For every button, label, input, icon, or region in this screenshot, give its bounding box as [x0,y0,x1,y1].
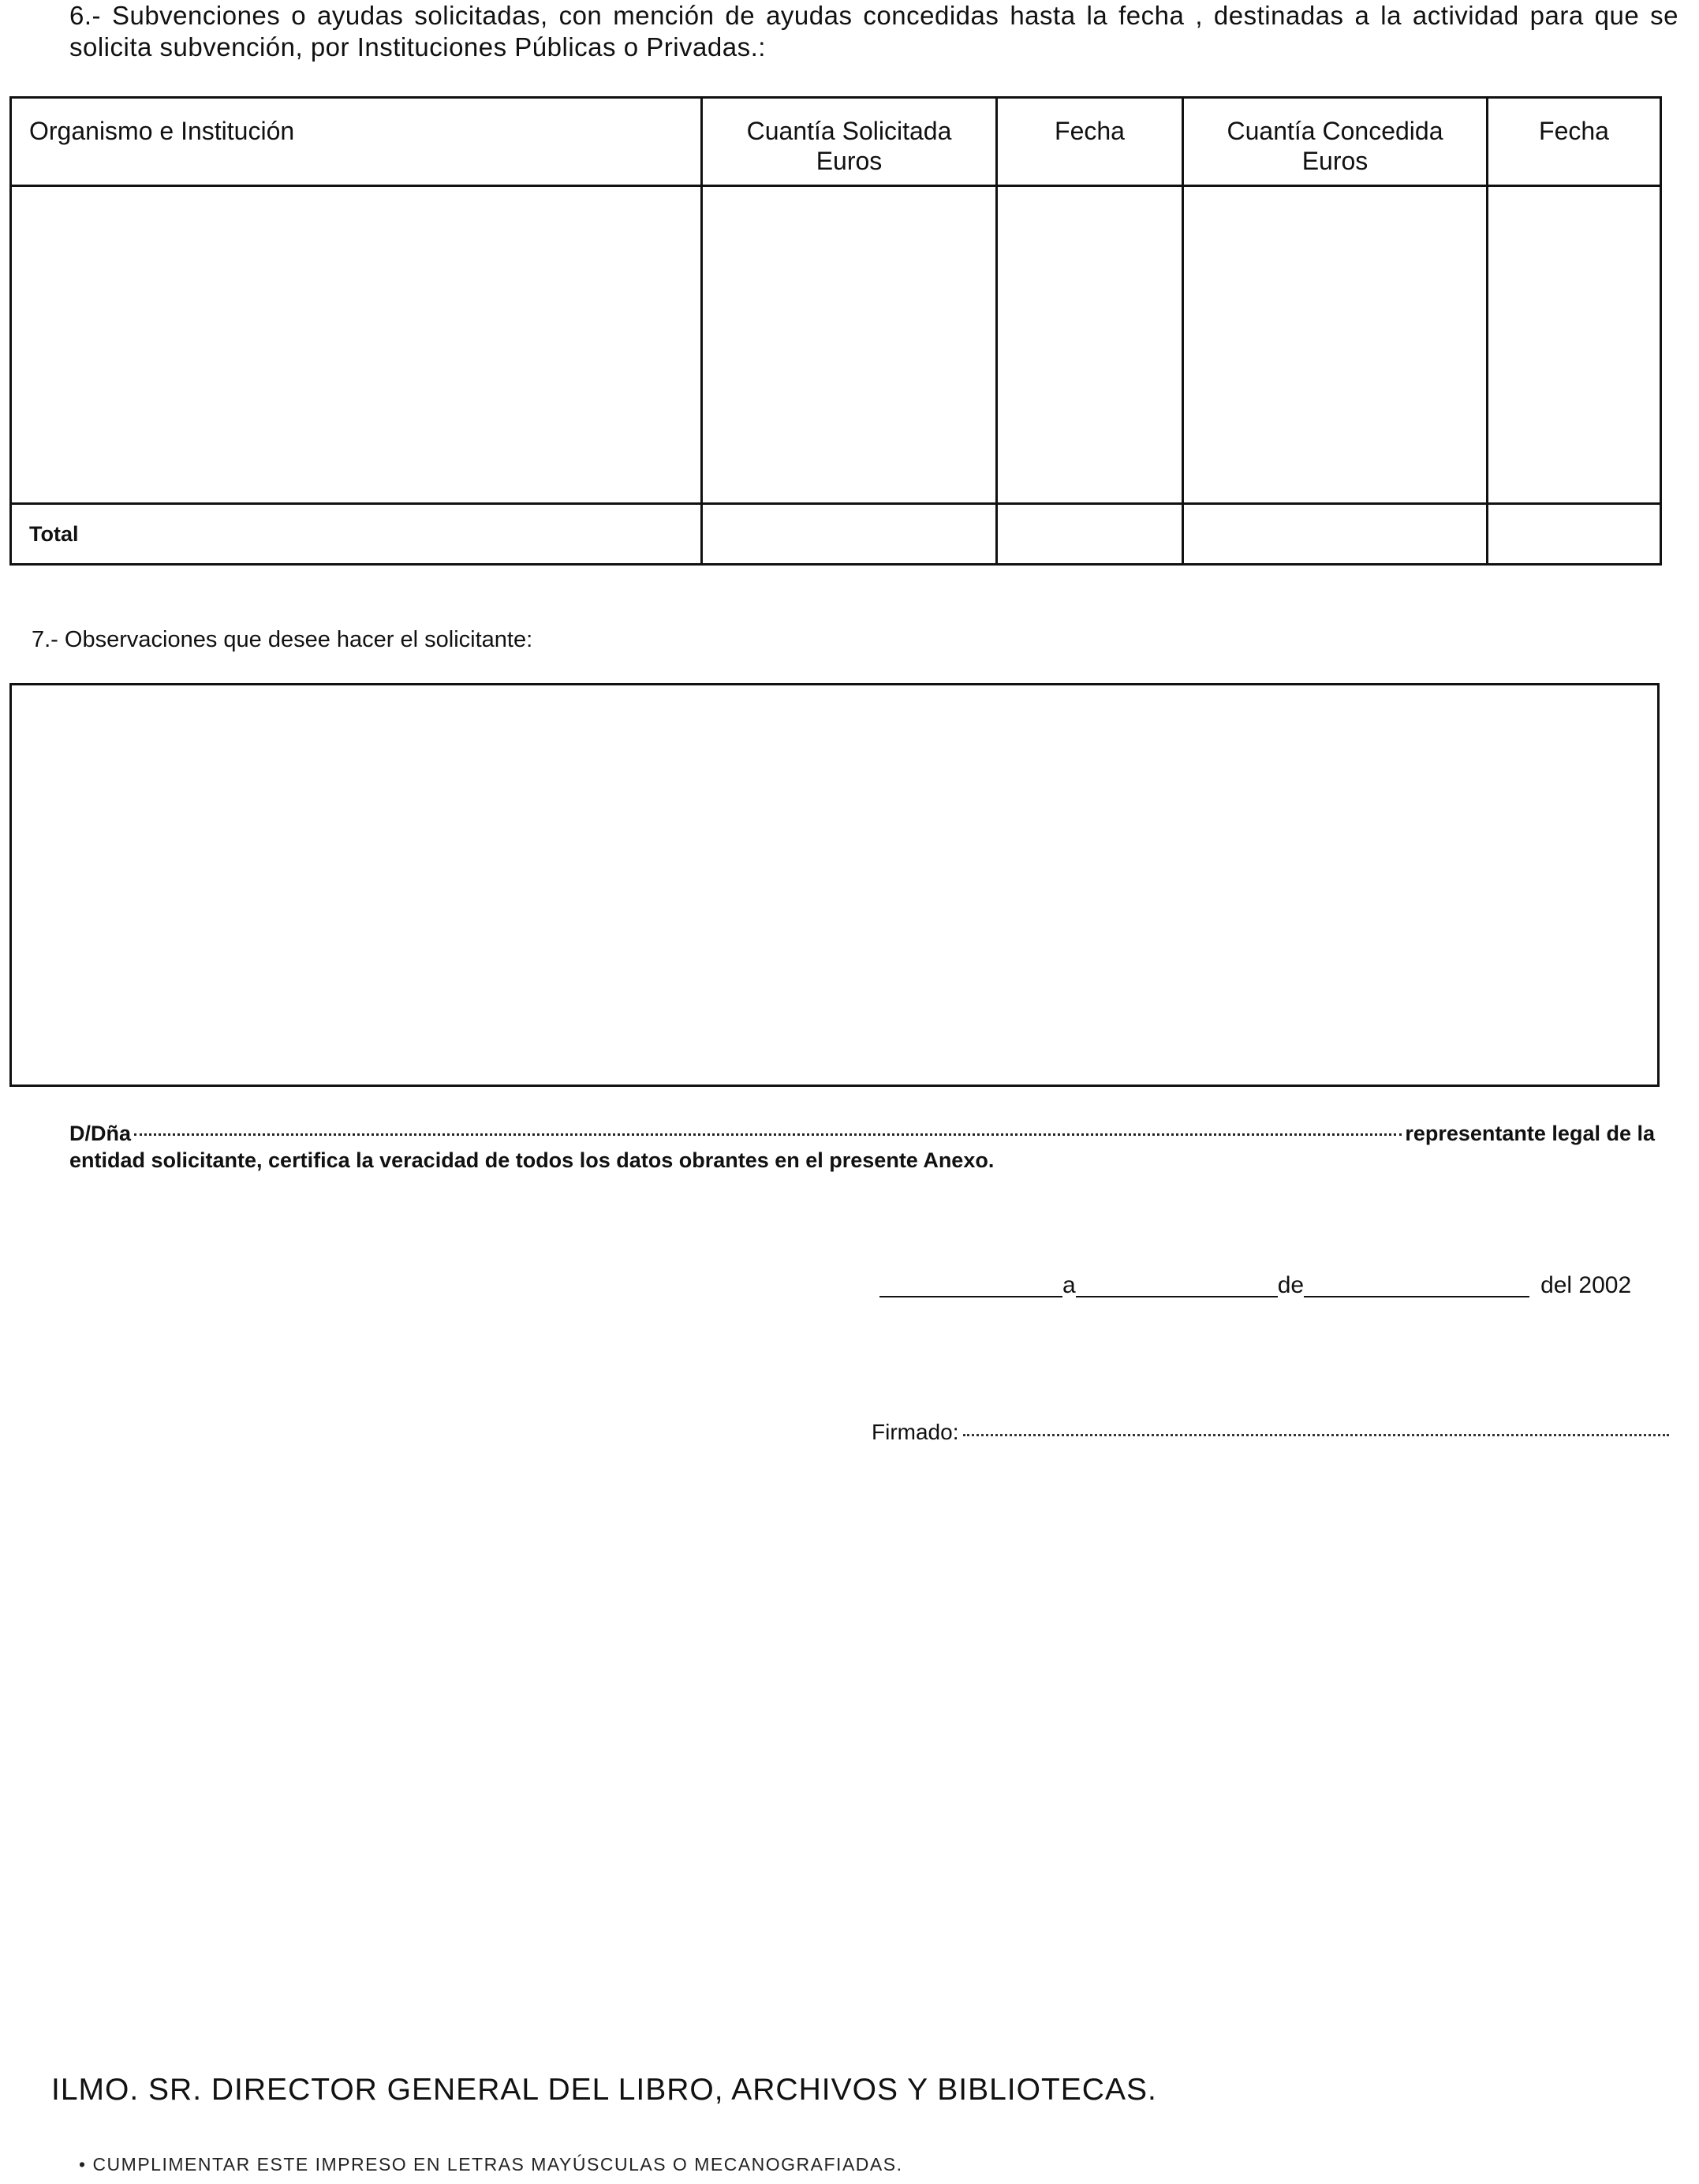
signature-line [872,1420,1669,1445]
footnote: • CUMPLIMENTAR ESTE IMPRESO EN LETRAS MAYÚSCULAS O MECANOGRAFIADAS. [79,2154,903,2175]
cert-suffix: representante legal de la [1405,1122,1655,1145]
cert-prefix: D/Dña [69,1122,132,1145]
date-a-label: a [1062,1272,1076,1298]
addressee: ILMO. SR. DIRECTOR GENERAL DEL LIBRO, ARCHIVOS Y BIBLIOTECAS. [51,2073,1157,2107]
total-fecha-solicitada-cell[interactable] [997,504,1183,565]
col-organismo-header: Organismo e Institución [11,98,702,186]
place-blank[interactable] [879,1295,1062,1297]
day-blank[interactable] [1076,1295,1278,1297]
date-year-label: del 2002 [1540,1272,1632,1298]
table-row [11,186,1661,504]
signature-fill-line[interactable] [963,1433,1669,1436]
total-cuantia-solicitada-cell[interactable] [702,504,997,565]
cuantia-solicitada-cell[interactable] [702,186,997,504]
section-6-heading: 6.- Subvenciones o ayudas solicitadas, con mención de ayudas concedidas hasta la fecha , destinadas a la actividad para que se solicita subvención, por Instituciones Públicas o Privadas.: [69,1,1678,62]
grants-table [9,96,1662,566]
col-fecha-solicitada-header: Fecha [997,98,1183,186]
total-label: Total [11,504,702,565]
col-cuantia-concedida-header: Cuantía Concedida Euros [1183,98,1488,186]
table-header-row [11,98,1661,186]
organismo-cell[interactable] [11,186,702,504]
name-fill-line[interactable] [134,1132,1402,1136]
fecha-solicitada-cell[interactable] [997,186,1183,504]
fecha-concedida-cell[interactable] [1488,186,1661,504]
col-cuantia-solicitada-header: Cuantía Solicitada Euros [702,98,997,186]
signature-label: Firmado: [872,1420,959,1444]
total-row [11,504,1661,565]
section-7-heading: 7.- Observaciones que desee hacer el solicitante: [32,627,533,652]
total-fecha-concedida-cell[interactable] [1488,504,1661,565]
observations-box[interactable] [9,683,1660,1087]
certification-text [69,1120,1655,1174]
month-blank[interactable] [1304,1295,1529,1297]
date-line [879,1272,1631,1299]
total-cuantia-concedida-cell[interactable] [1183,504,1488,565]
cert-line-2: entidad solicitante, certifica la veracidad de todos los datos obrantes en el presente Anexo. [69,1148,995,1172]
cuantia-concedida-cell[interactable] [1183,186,1488,504]
col-fecha-concedida-header: Fecha [1488,98,1661,186]
date-de-label: de [1277,1272,1305,1298]
